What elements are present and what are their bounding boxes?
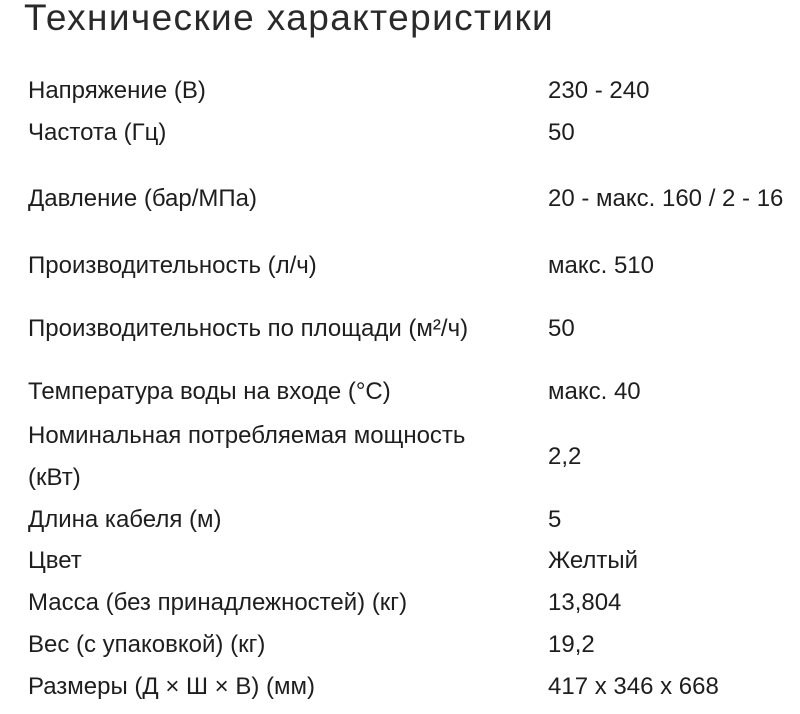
spec-label: Цвет: [28, 547, 82, 574]
spec-label: Вес (с упаковкой) (кг): [28, 631, 266, 658]
spec-value: 20 - макс. 160 / 2 - 16: [548, 185, 784, 212]
spec-value: макс. 40: [548, 378, 641, 405]
spec-label: Напряжение (В): [28, 77, 206, 104]
spec-value: макс. 510: [548, 252, 654, 279]
spec-value: 13,804: [548, 589, 622, 616]
spec-value: 230 - 240: [548, 77, 650, 104]
spec-row-color: [12, 540, 788, 582]
spec-row-pressure: [12, 154, 788, 244]
spec-row-flow-rate: [12, 244, 788, 288]
spec-row-rated-power: [12, 414, 788, 500]
spec-label: Размеры (Д × Ш × В) (мм): [28, 673, 316, 700]
spec-label: Частота (Гц): [28, 119, 167, 146]
spec-row-voltage: [12, 70, 788, 112]
page-title: Технические характеристики: [24, 0, 555, 38]
spec-row-weight-packed: [12, 624, 788, 666]
spec-value: 5: [548, 506, 562, 533]
spec-row-inlet-temperature: [12, 370, 788, 414]
spec-value: Желтый: [548, 547, 639, 574]
spec-value: 2,2: [548, 443, 582, 470]
spec-value: 50: [548, 119, 575, 146]
spec-label: Длина кабеля (м): [28, 506, 222, 533]
spec-label: Номинальная потребляемая мощность (кВт): [28, 422, 466, 491]
spec-label: Производительность по площади (м²/ч): [28, 315, 469, 342]
spec-row-frequency: [12, 112, 788, 154]
spec-label: Температура воды на входе (°C): [28, 378, 391, 405]
spec-row-area-performance: [12, 288, 788, 370]
spec-value: 417 x 346 x 668: [548, 673, 719, 700]
spec-value: 19,2: [548, 631, 595, 658]
spec-label: Производительность (л/ч): [28, 252, 317, 279]
specs-table: [12, 70, 788, 708]
spec-row-dimensions: [12, 666, 788, 708]
spec-value: 50: [548, 315, 575, 342]
spec-row-cable-length: [12, 500, 788, 540]
spec-label: Масса (без принадлежностей) (кг): [28, 589, 408, 616]
spec-row-mass: [12, 582, 788, 624]
spec-label: Давление (бар/МПа): [28, 185, 257, 212]
